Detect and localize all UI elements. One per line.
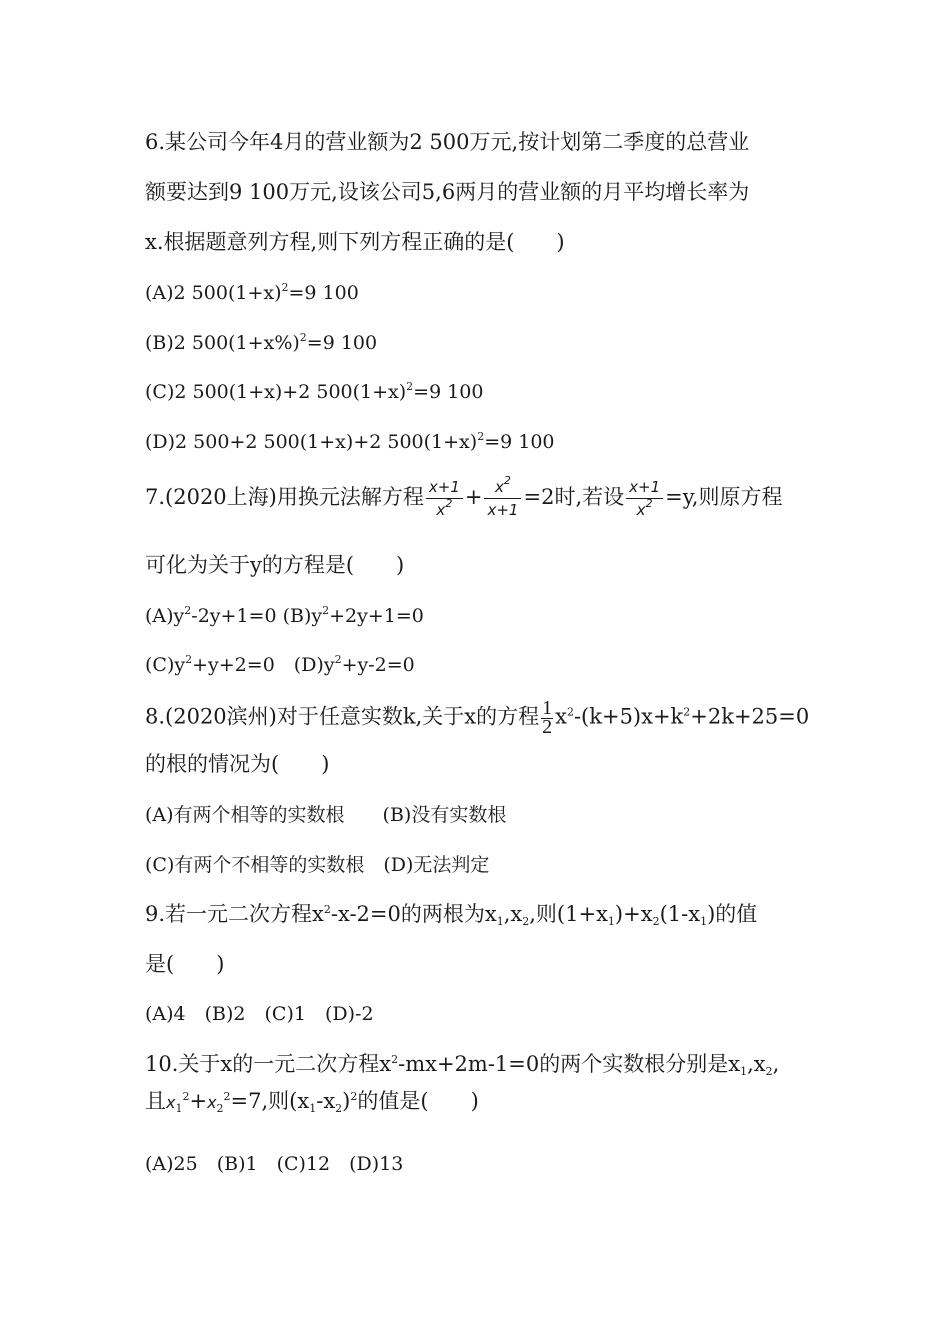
q7-fraction-3: $\frac{x+1}{x^2}$ bbox=[626, 478, 663, 519]
q7-stem-line-2: 可化为关于y的方程是( ) bbox=[145, 553, 405, 577]
q7-options-cd: $(C)y^2+y+2=0$ $(D)y^2+y-2=0$ bbox=[145, 653, 415, 676]
q7-fraction-2: $\frac{x^2}{x+1}$ bbox=[484, 478, 521, 519]
q6-option-a: (A)2 $500(1+x)^2=9$ 100 bbox=[145, 281, 359, 304]
q9-options: (A)4 (B)2 (C)1 (D)-2 bbox=[145, 1003, 374, 1025]
q9-stem-line-1: 9.若一元二次方程$x^2-x-2=0$的两根为$x_1,x_2$,则$(1+x_1)+x_2(1-x_1)$的值 bbox=[145, 902, 758, 928]
q7-options-ab: $(A)y^2-2y+1=0$ $(B)y^2+2y+1=0$ bbox=[145, 604, 424, 627]
q7-stem-line-1: 7.(2020上海)用换元法解方程 $\frac{x+1}{x^2}$ + $\frac{x^2}{x+1}$ =2时,若设 $\frac{x+1}{x^2}$ =y,则原方程 bbox=[145, 474, 783, 519]
q6-stem-line-2: 额要达到9 100万元,设该公司5,6两月的营业额的月平均增长率为 bbox=[145, 180, 750, 204]
q8-fraction-half: $\frac{1}{2}$ bbox=[542, 697, 553, 738]
q6-option-b: (B)2 $500(1+x\%)^2=9$ 100 bbox=[145, 331, 378, 354]
q10-stem-line-1: 10.关于x的一元二次方程$x^2-mx+2m-1=0$的两个实数根分别是$x_1,x_2$, bbox=[145, 1052, 780, 1078]
q6-stem-line-1: 6.某公司今年4月的营业额为2 500万元,按计划第二季度的总营业 bbox=[145, 130, 750, 154]
q8-stem-line-1: 8.(2020滨州)对于任意实数k,关于x的方程 $\frac{1}{2}$ $x^2-(k+5)x+k^2+2k+25=0$ bbox=[145, 697, 810, 738]
q8-options-cd: (C)有两个不相等的实数根 (D)无法判定 bbox=[145, 854, 490, 876]
q10-stem-line-2: 且$x_1^2+x_2^2=7$,则$(x_1-x_2)^2$的值是( ) bbox=[145, 1089, 479, 1115]
q9-stem-line-2: 是( ) bbox=[145, 952, 225, 976]
q10-options: (A)25 (B)1 (C)12 (D)13 bbox=[145, 1153, 404, 1175]
q6-option-d: (D)2 500+2 500(1+x)+2 $500(1+x)^2=9$ 100 bbox=[145, 430, 555, 453]
q8-stem-line-2: 的根的情况为( ) bbox=[145, 752, 330, 776]
q7-fraction-1: $\frac{x+1}{x^2}$ bbox=[426, 478, 463, 519]
q8-options-ab: (A)有两个相等的实数根 (B)没有实数根 bbox=[145, 804, 507, 826]
q6-option-c: (C)2 500(1+x)+2 $500(1+x)^2=9$ 100 bbox=[145, 380, 484, 403]
q6-stem-line-3: x.根据题意列方程,则下列方程正确的是( ) bbox=[145, 230, 565, 254]
